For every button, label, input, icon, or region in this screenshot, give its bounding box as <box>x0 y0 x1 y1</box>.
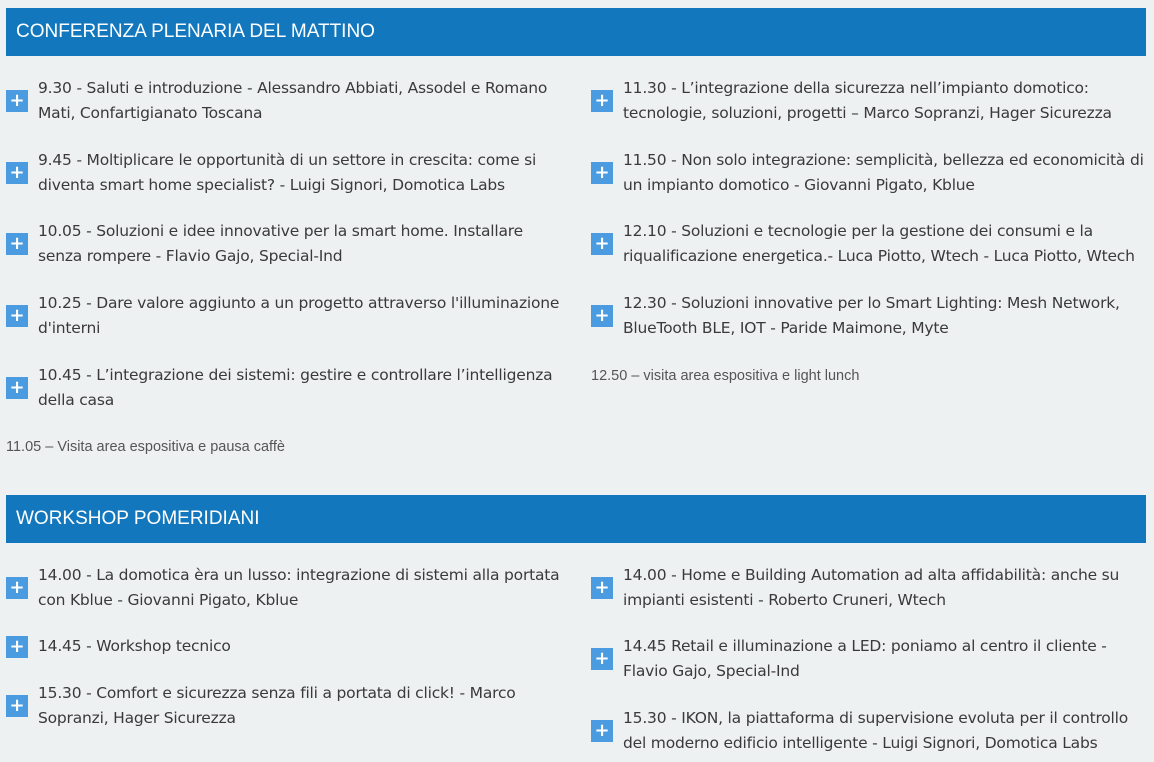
section-header-morning <box>6 8 1146 56</box>
agenda-item-text: 14.45 - Workshop tecnico <box>38 637 231 655</box>
agenda-item[interactable] <box>591 291 1146 341</box>
agenda-item[interactable] <box>591 76 1146 126</box>
plus-icon[interactable]: + <box>6 233 28 255</box>
agenda-item-text: 10.05 - Soluzioni e idee innovative per la smart home. Installare senza rompere - Flavio Gajo, Special-Ind <box>38 222 523 265</box>
plus-icon[interactable]: + <box>6 636 28 658</box>
plus-icon[interactable]: + <box>591 233 613 255</box>
plus-icon[interactable]: + <box>591 720 613 742</box>
agenda-item-text: 11.50 - Non solo integrazione: semplicità, bellezza ed economicità di un impianto domotico - Giovanni Pigato, Kblue <box>623 151 1144 194</box>
agenda-item[interactable] <box>6 363 561 413</box>
agenda-item-text: 10.45 - L’integrazione dei sistemi: gestire e controllare l’intelligenza della casa <box>38 366 553 409</box>
agenda-item[interactable] <box>591 563 1146 613</box>
plus-icon[interactable]: + <box>591 305 613 327</box>
plus-icon[interactable]: + <box>6 695 28 717</box>
plus-icon[interactable]: + <box>6 162 28 184</box>
plus-icon[interactable]: + <box>591 90 613 112</box>
plus-icon[interactable]: + <box>591 648 613 670</box>
agenda-item[interactable] <box>591 634 1146 684</box>
plus-icon[interactable]: + <box>6 90 28 112</box>
plus-icon[interactable]: + <box>6 377 28 399</box>
agenda-item[interactable] <box>591 219 1146 269</box>
agenda-item[interactable] <box>6 681 561 731</box>
agenda-item-text: 15.30 - Comfort e sicurezza senza fili a portata di click! - Marco Sopranzi, Hager Sicurezza <box>38 684 516 727</box>
agenda-item-text: 14.00 - La domotica èra un lusso: integrazione di sistemi alla portata con Kblue - Giovanni Pigato, Kblue <box>38 566 560 609</box>
agenda-item-text: 12.10 - Soluzioni e tecnologie per la gestione dei consumi e la riqualificazione energetica.- Luca Piotto, Wtech - Luca Piotto, Wtech <box>623 222 1135 265</box>
agenda-item-text: 10.25 - Dare valore aggiunto a un progetto attraverso l'illuminazione d'interni <box>38 294 560 337</box>
agenda-item-text: 15.30 - IKON, la piattaforma di supervisione evoluta per il controllo del moderno edificio intelligente - Luigi Signori, Domotica Labs <box>623 709 1129 752</box>
break-note: 11.05 – Visita area espositiva e pausa caffè <box>6 439 285 455</box>
plus-icon[interactable]: + <box>591 162 613 184</box>
agenda-item[interactable] <box>591 148 1146 198</box>
agenda-item-text: 11.30 - L’integrazione della sicurezza nell’impianto domotico: tecnologie, soluzioni, progetti – Marco Sopranzi, Hager Sicurezza <box>623 79 1112 122</box>
agenda-item[interactable] <box>6 563 561 613</box>
agenda-item-text: 9.45 - Moltiplicare le opportunità di un settore in crescita: come si diventa smart home specialist? - Luigi Signori, Domotica Labs <box>38 151 537 194</box>
agenda-item-text: 14.00 - Home e Building Automation ad alta affidabilità: anche su impianti esistenti - Roberto Cruneri, Wtech <box>623 566 1120 609</box>
agenda-item-text: 12.30 - Soluzioni innovative per lo Smart Lighting: Mesh Network, BlueTooth BLE, IOT - Paride Maimone, Myte <box>623 294 1120 337</box>
section-header-afternoon <box>6 495 1146 543</box>
plus-icon[interactable]: + <box>6 577 28 599</box>
agenda-item[interactable] <box>6 291 561 341</box>
lunch-note: 12.50 – visita area espositiva e light lunch <box>591 368 860 384</box>
agenda-item[interactable] <box>6 219 561 269</box>
section-title: CONFERENZA PLENARIA DEL MATTINO <box>16 21 375 42</box>
plus-icon[interactable]: + <box>591 577 613 599</box>
section-title: WORKSHOP POMERIDIANI <box>16 508 260 529</box>
agenda-item-text: 14.45 Retail e illuminazione a LED: poniamo al centro il cliente - Flavio Gajo, Special-Ind <box>623 637 1107 680</box>
agenda-item[interactable] <box>591 706 1146 756</box>
plus-icon[interactable]: + <box>6 305 28 327</box>
agenda-item[interactable] <box>6 148 561 198</box>
agenda-item-text: 9.30 - Saluti e introduzione - Alessandro Abbiati, Assodel e Romano Mati, Confartigianato Toscana <box>38 79 548 122</box>
agenda-item[interactable] <box>6 634 561 659</box>
agenda-item[interactable] <box>6 76 561 126</box>
